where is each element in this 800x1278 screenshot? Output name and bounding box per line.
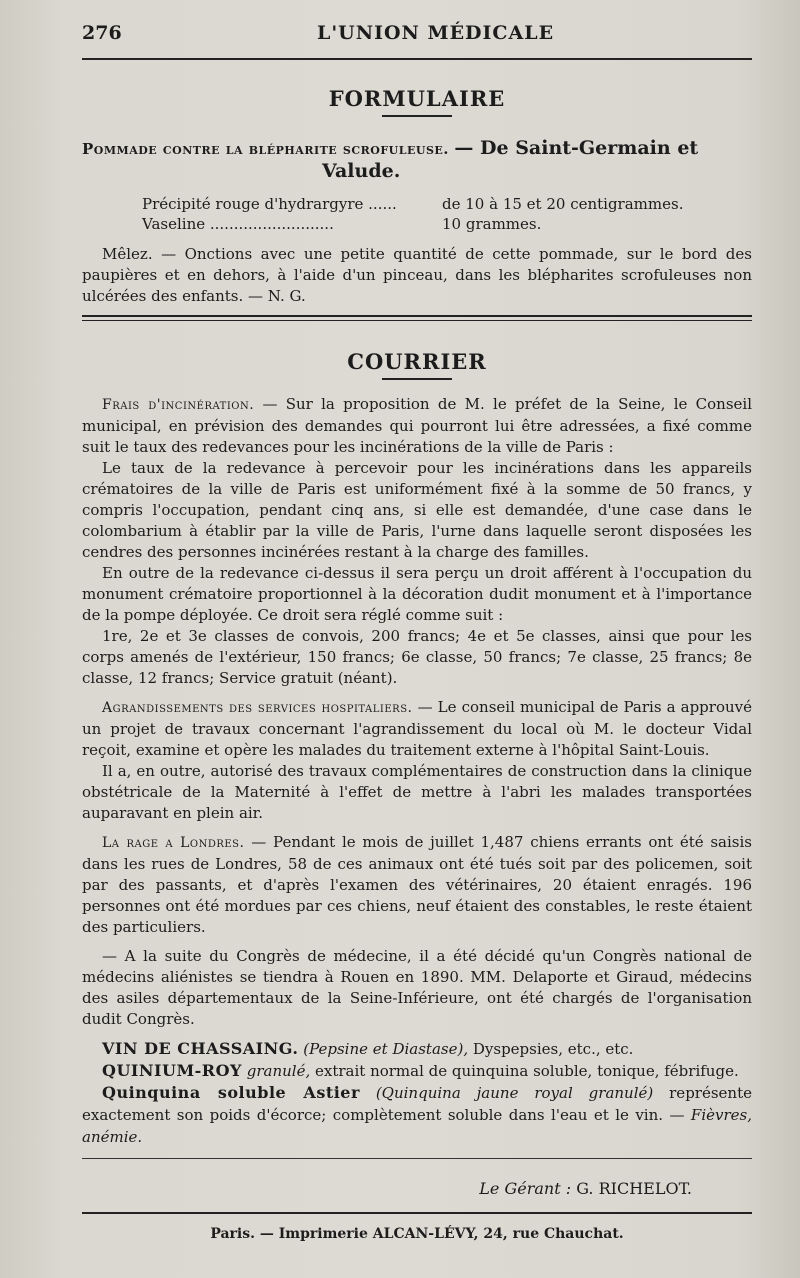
news-paragraph: En outre de la redevance ci-dessus il sera perçu un droit afférent à l'occupation du monument crématoire proportionnel à la décoration dudit monument et à l'importance de la pompe déployée. Ce droit sera réglé comme suit : [82, 564, 752, 624]
running-head [82, 22, 752, 52]
ad-text: extrait normal de quinquina soluble, tonique, fébrifuge. [315, 1062, 739, 1080]
ads-rule [82, 1158, 752, 1159]
news-heading: Agrandissements des services hospitaliers. [102, 700, 413, 716]
ad-quinquina-astier [82, 1082, 752, 1148]
news-heading: La rage a Londres. [102, 835, 245, 851]
news-congress: — A la suite du Congrès de médecine, il a été décidé qu'un Congrès national de médecins aliénistes se tiendra à Rouen en 1890. MM. Delaporte et Giraud, médecins des asiles départementaux de la Seine-Inférieure, ont été chargés de l'organisation dudit Congrès. [82, 947, 752, 1028]
page-number: 276 [82, 22, 122, 44]
footer-rule [82, 1212, 752, 1214]
news-text: — Sur la proposition de M. le préfet de la Seine, le Conseil municipal, en prévision des demandes qui pourront lui être adressées, a fixé comme suit le taux des redevances pour les incinérations de la ville de Paris : [82, 395, 752, 456]
ingredient-list [142, 194, 752, 234]
news-text: — Le conseil municipal de Paris a approuvé un projet de travaux concernant l'agrandissement du local où M. le docteur Vidal reçoit, examine et opère les malades du traitement externe à l'hôpital Saint-Louis. [82, 698, 752, 759]
ingredient-row [142, 214, 752, 234]
section-divider [82, 315, 752, 321]
signature [82, 1179, 752, 1198]
ingredient-name: Vaseline .......................... [142, 215, 334, 233]
formula-heading [82, 137, 752, 182]
news-incineration [82, 394, 752, 458]
courrier-title-rule [382, 378, 452, 380]
gerant-label: Le Gérant : [479, 1179, 572, 1198]
news-text: — Pendant le mois de juillet 1,487 chiens errants ont été saisis dans les rues de Londres, 58 de ces animaux ont été tués soit par des policemen, soit par des passants, et d'après l'examen des vétérinaires, 20 étaient enragés. 196 personnes ont été mordues par ces chiens, neuf étaient des constables, le reste étaient des particuliers. [82, 833, 752, 936]
formula-authors: — De Saint-Germain et [454, 137, 699, 159]
formula-name: Pommade contre la blépharite scrofuleuse. [82, 140, 449, 158]
ingredient-dose: 10 grammes. [442, 215, 542, 233]
ingredient-row [142, 194, 752, 214]
journal-title: L'UNION MÉDICALE [317, 22, 555, 44]
courrier-title: COURRIER [347, 349, 487, 374]
formulaire-title: FORMULAIRE [328, 86, 506, 111]
formula-instructions: Mêlez. — Onctions avec une petite quantité de cette pommade, sur le bord des paupières et en dehors, à l'aide d'un pinceau, dans les blépharites scrofuleuses non ulcérées des enfants. — N. G. [82, 245, 752, 305]
ad-text: représente exactement son poids d'écorce; complètement soluble dans l'eau et le vin. — [82, 1084, 752, 1124]
ingredient-name: Précipité rouge d'hydrargyre ...... [142, 195, 397, 213]
ad-brand: Quinquina soluble Astier [102, 1083, 360, 1102]
ad-note: (Pepsine et Diastase), [303, 1040, 469, 1058]
ingredient-dose: de 10 à 15 et 20 centigrammes. [442, 195, 684, 213]
news-heading: Frais d'incinération. [102, 397, 255, 413]
news-paragraph: Le taux de la redevance à percevoir pour les incinérations dans les appareils crématoires de la ville de Paris est uniformément fixé à la somme de 50 francs, y compris l'occupation, pendant cinq ans, si elle est demandée, d'une case dans le colombarium à établir par la ville de Paris, l'urne dans laquelle seront disposées les cendres des personnes incinérées restant à la charge des familles. [82, 459, 752, 561]
ad-vin-chassaing [82, 1038, 752, 1060]
header-rule [82, 58, 752, 60]
formulaire-title-rule [382, 115, 452, 117]
gerant-name: G. RICHELOT. [576, 1179, 692, 1198]
ad-brand: QUINIUM-ROY [102, 1061, 242, 1080]
news-rabies [82, 832, 752, 938]
ad-brand: VIN DE CHASSAING. [102, 1039, 299, 1058]
news-hospitals [82, 697, 752, 761]
imprint-line: Paris. — Imprimerie ALCAN-LÉVY, 24, rue Chauchat. [210, 1226, 624, 1242]
ad-note: (Quinquina jaune royal granulé) [375, 1084, 654, 1102]
ad-text: Dyspepsies, etc., etc. [472, 1040, 634, 1058]
ad-note: granulé, [246, 1062, 311, 1080]
ad-quinium-roy [82, 1060, 752, 1082]
news-paragraph: 1re, 2e et 3e classes de convois, 200 francs; 4e et 5e classes, ainsi que pour les corps amenés de l'extérieur, 150 francs; 6e classe, 50 francs; 7e classe, 25 francs; 8e classe, 12 francs; Service gratuit (néant). [82, 627, 752, 687]
news-paragraph: Il a, en outre, autorisé des travaux complémentaires de construction dans la clinique obstétricale de la Maternité à l'effet de mettre à l'abri les malades transportées auparavant en plein air. [82, 762, 752, 822]
formula-authors-cont: Valude. [322, 160, 401, 182]
ad-note: Fièvres, anémie. [82, 1106, 752, 1146]
